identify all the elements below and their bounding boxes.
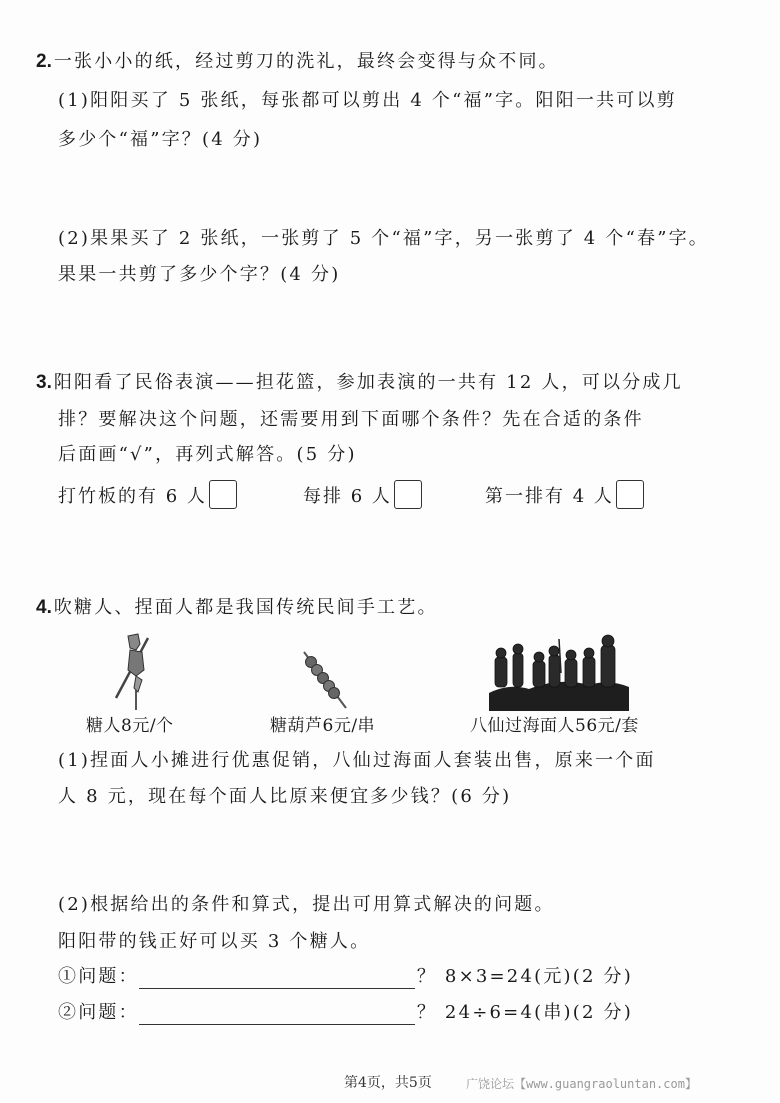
question-formula: ？ 24÷6=4(串)(2 分) bbox=[416, 1002, 633, 1023]
option-label: 第一排有 4 人 bbox=[485, 485, 614, 507]
item-caption-candied-haws: 糖葫芦6元/串 bbox=[270, 716, 376, 736]
question-prefix: ②问题： bbox=[58, 1002, 139, 1023]
question-4-part2-question-1 bbox=[58, 965, 633, 989]
answer-blank-1[interactable] bbox=[139, 968, 415, 989]
option-label: 每排 6 人 bbox=[303, 485, 392, 507]
question-4-part2-line1: (2)根据给出的条件和算式，提出可用算式解决的问题。 bbox=[58, 894, 555, 915]
question-3-text: 阳阳看了民俗表演——担花篮，参加表演的一共有 12 人，可以分成几 bbox=[53, 372, 683, 393]
question-2-part1-line1: (1)阳阳买了 5 张纸，每张都可以剪出 4 个“福”字。阳阳一共可以剪 bbox=[58, 90, 677, 111]
question-3-number: 3. bbox=[36, 372, 52, 393]
option-six-per-row bbox=[303, 480, 422, 509]
sugar-figure-image bbox=[108, 630, 158, 710]
eight-immortals-dough-figures-image bbox=[489, 633, 629, 711]
item-caption-sugar-figure: 糖人8元/个 bbox=[86, 716, 174, 736]
question-3-line1 bbox=[36, 371, 683, 395]
item-caption-eight-immortals: 八仙过海面人56元/套 bbox=[470, 716, 639, 736]
question-prefix: ①问题： bbox=[58, 966, 139, 987]
question-2-part1-line2: 多少个“福”字？(4 分) bbox=[58, 129, 263, 150]
option-checkbox-3[interactable] bbox=[616, 480, 644, 509]
option-checkbox-1[interactable] bbox=[209, 480, 237, 509]
question-4-number: 4. bbox=[36, 597, 52, 618]
question-2-part2-line2: 果果一共剪了多少个字？(4 分) bbox=[58, 264, 341, 285]
question-2-stem bbox=[36, 50, 559, 74]
option-drummers bbox=[58, 480, 237, 509]
question-4-part1-line2: 人 8 元，现在每个面人比原来便宜多少钱？(6 分) bbox=[58, 786, 512, 807]
question-4-part2-question-2 bbox=[58, 1001, 633, 1025]
watermark: 广饶论坛【www.guangraoluntan.com】 bbox=[466, 1077, 697, 1091]
question-2-part2-line1: (2)果果买了 2 张纸，一张剪了 5 个“福”字，另一张剪了 4 个“春”字。 bbox=[58, 228, 709, 249]
question-3-line2: 排？要解决这个问题，还需要用到下面哪个条件？先在合适的条件 bbox=[58, 409, 644, 430]
question-4-text: 吹糖人、捏面人都是我国传统民间手工艺。 bbox=[53, 597, 438, 618]
question-2-text: 一张小小的纸，经过剪刀的洗礼，最终会变得与众不同。 bbox=[53, 51, 559, 72]
question-4-stem bbox=[36, 596, 438, 620]
question-4-part2-condition: 阳阳带的钱正好可以买 3 个糖人。 bbox=[58, 931, 371, 952]
question-4-part1-line1: (1)捏面人小摊进行优惠促销，八仙过海面人套装出售，原来一个面 bbox=[58, 750, 656, 771]
option-label: 打竹板的有 6 人 bbox=[58, 485, 207, 507]
question-2-number: 2. bbox=[36, 51, 52, 72]
option-first-row-four bbox=[485, 480, 644, 509]
page-number: 第4页，共5页 bbox=[344, 1075, 432, 1091]
candied-haws-image bbox=[300, 650, 350, 710]
question-3-line3: 后面画“√”，再列式解答。(5 分) bbox=[58, 444, 357, 465]
question-formula: ？ 8×3=24(元)(2 分) bbox=[416, 966, 633, 987]
option-checkbox-2[interactable] bbox=[394, 480, 422, 509]
answer-blank-2[interactable] bbox=[139, 1004, 415, 1025]
